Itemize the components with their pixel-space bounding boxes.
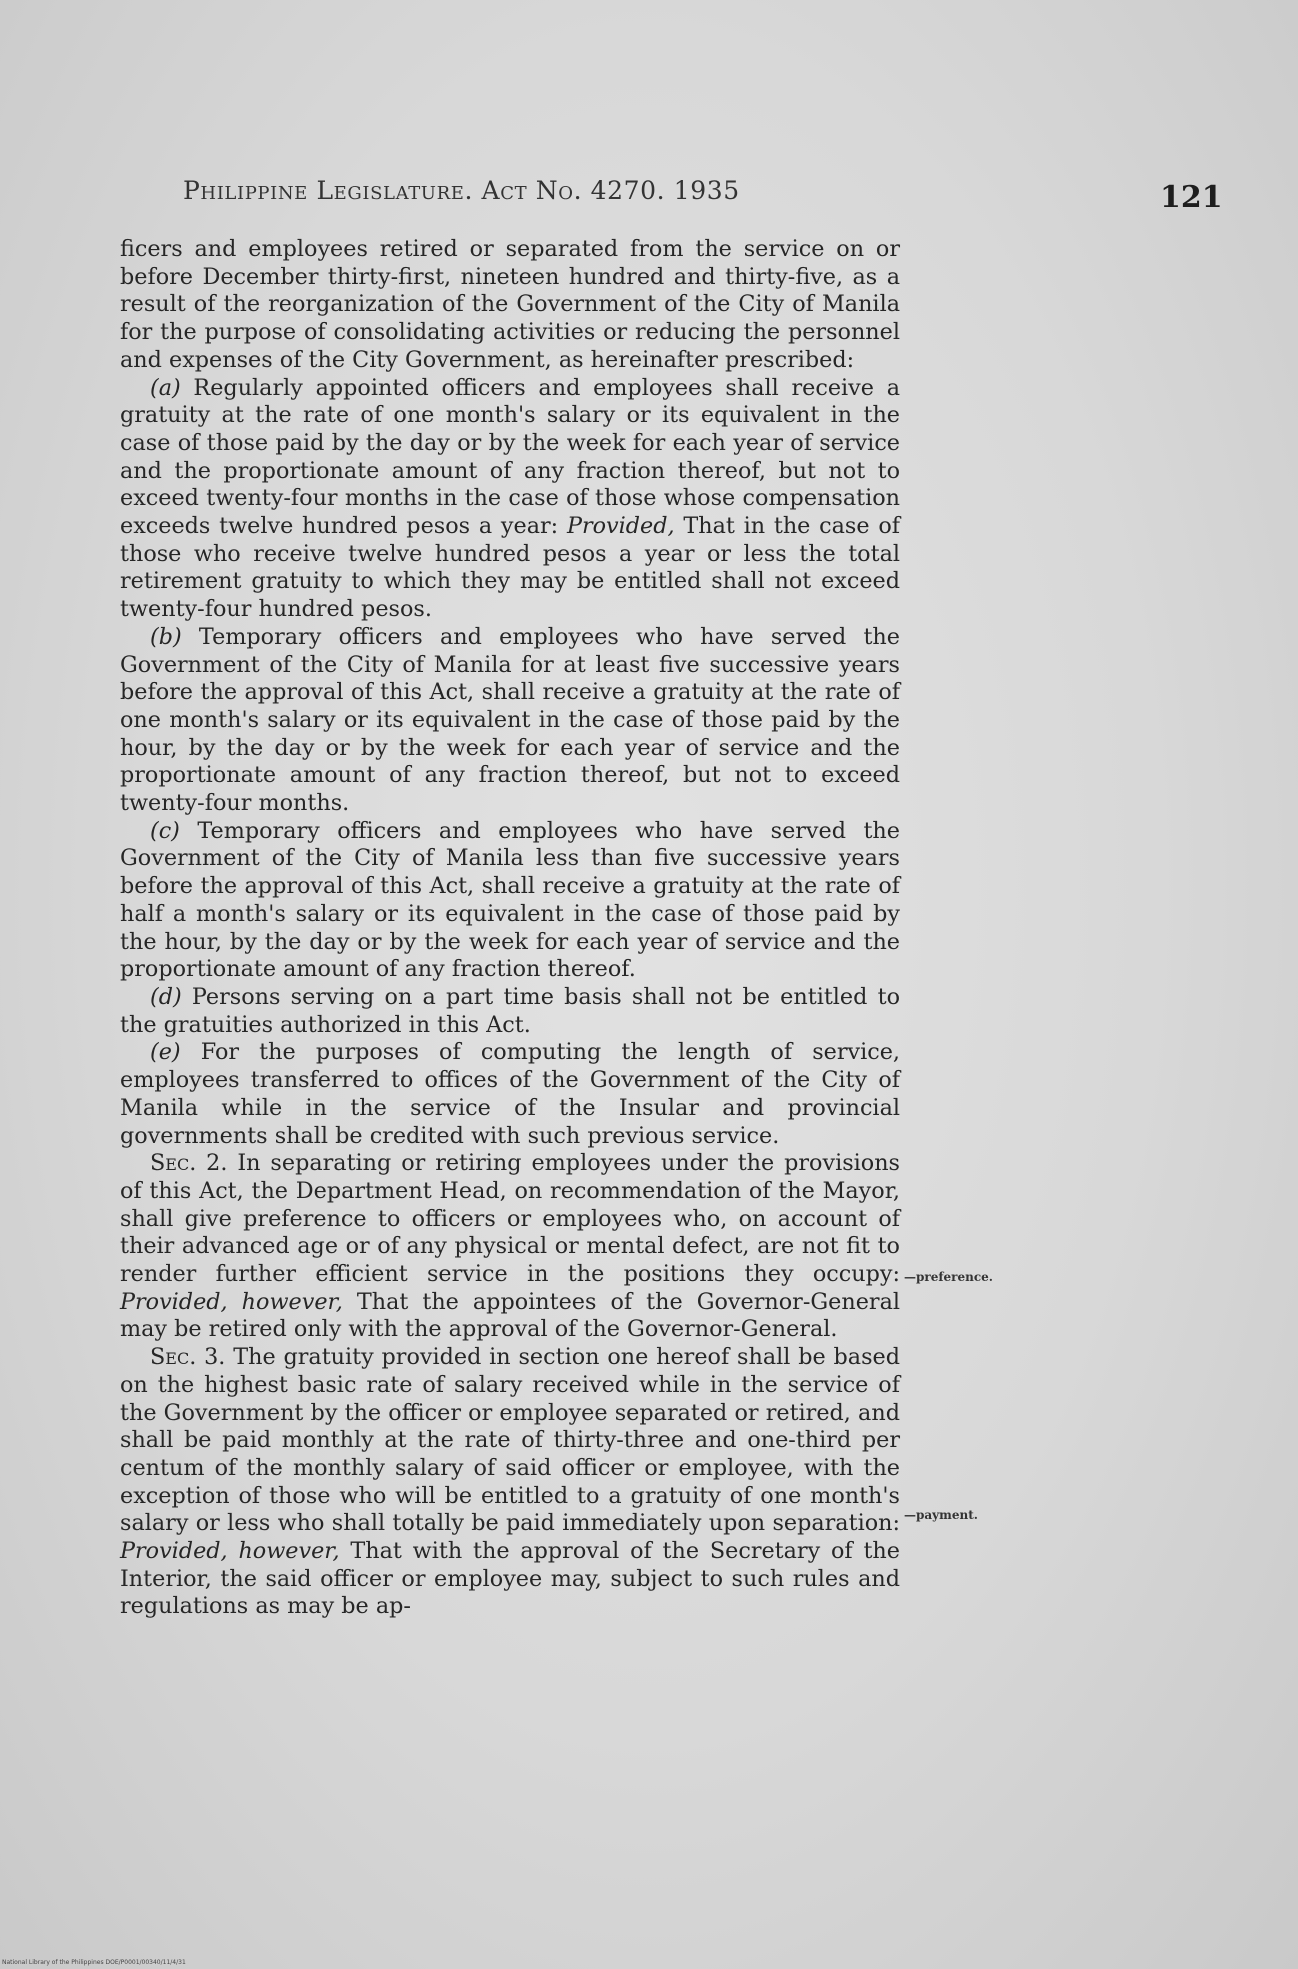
- section-label: Sec. 3.: [150, 1344, 226, 1371]
- paragraph-a: [120, 375, 900, 624]
- paragraph-d: [120, 984, 900, 1039]
- paragraph-text: That the appointees of the Governor-General may be retired only with the approval of the Governor-General.: [120, 1288, 900, 1343]
- page-number: 121: [1160, 180, 1223, 215]
- proviso: Provided, however,: [120, 1288, 343, 1315]
- paragraph-e: [120, 1039, 900, 1150]
- proviso: Provided, however,: [120, 1538, 340, 1565]
- paragraph-text: That in the case of those who receive twelve hundred pesos a year or less the total retirement gratuity to which they may be entitled shall not exceed twenty-four hundred pesos.: [120, 513, 901, 623]
- margin-note-payment: —payment.: [904, 1508, 978, 1522]
- paragraph-text: The gratuity provided in section one hereof shall be based on the highest basic rate of salary received while in the service of the Government by the officer or employee separated or retired, and shall be paid monthly at the rate of thirty-three and one-third per centum of the monthly salary of said officer or employee, with the exception of those who will be entitled to a gratuity of one month's salary or less who shall totally be paid immediately upon separation:: [120, 1344, 900, 1537]
- document-body: [120, 236, 900, 1621]
- paragraph-text: That with the approval of the Secretary of the Interior, the said officer or employee may, subject to such rules and regulations as may be ap-: [120, 1538, 900, 1620]
- paragraph-text: Persons serving on a part time basis shall not be entitled to the gratuities authorized in this Act.: [120, 983, 900, 1038]
- paragraph-text: Temporary officers and employees who have served the Government of the City of Manila less than five successive years before the approval of this Act, shall receive a gratuity at the rate of half a month's salary or its equivalent in the case of those paid by the hour, by the day or by the week for each year of service and the proportionate amount of any fraction thereof.: [120, 817, 900, 983]
- paragraph-text: For the purposes of computing the length of service, employees transferred to offices of the Government of the City of Manila while in the service of the Insular and provincial governments shall be credited with such previous service.: [120, 1039, 900, 1149]
- paragraph-b: [120, 624, 900, 818]
- scan-credit: National Library of the Philippines DOE/P0001/00340/11/4/31: [2, 1959, 186, 1966]
- paragraph-text: Temporary officers and employees who have served the Government of the City of Manila for at least five successive years before the approval of this Act, shall receive a gratuity at the rate of one month's salary or its equivalent in the case of those paid by the hour, by the day or by the week for each year of service and the proportionate amount of any fraction thereof, but not to exceed twenty-four months.: [120, 623, 900, 817]
- clause-label: (b): [150, 623, 182, 650]
- paragraph-text: ficers and employees retired or separated from the service on or before December thirty-first, nineteen hundred and thirty-five, as a result of the reorganization of the Government of the City of Manila for the purpose of consolidating activities or reducing the personnel and expenses of the City Government, as hereinafter prescribed:: [120, 236, 900, 373]
- running-header: Philippine Legislature. Act No. 4270. 1935: [183, 176, 740, 205]
- section-3: [120, 1344, 900, 1621]
- clause-label: (a): [150, 374, 181, 401]
- paragraph-text: Regularly appointed officers and employees shall receive a gratuity at the rate of one month's salary or its equivalent in the case of those paid by the day or by the week for each year of service and the proportionate amount of any fraction thereof, but not to exceed twenty-four months in the case of those whose compensation exceeds twelve hundred pesos a year:: [120, 374, 900, 540]
- paragraph-c: [120, 818, 900, 984]
- section-label: Sec. 2.: [150, 1150, 228, 1177]
- clause-label: (e): [150, 1039, 181, 1066]
- section-2: [120, 1150, 900, 1344]
- clause-label: (d): [150, 983, 182, 1010]
- proviso: Provided,: [566, 513, 675, 540]
- paragraph-continuation: [120, 236, 900, 375]
- margin-note-preference: —preference.: [904, 1270, 993, 1284]
- paragraph-text: In separating or retiring employees under the provisions of this Act, the Department Head, on recommendation of the Mayor, shall give preference to officers or employees who, on account of their advanced age or of any physical or mental defect, are not fit to render further efficient service in the positions they occupy:: [120, 1150, 900, 1288]
- clause-label: (c): [150, 817, 180, 844]
